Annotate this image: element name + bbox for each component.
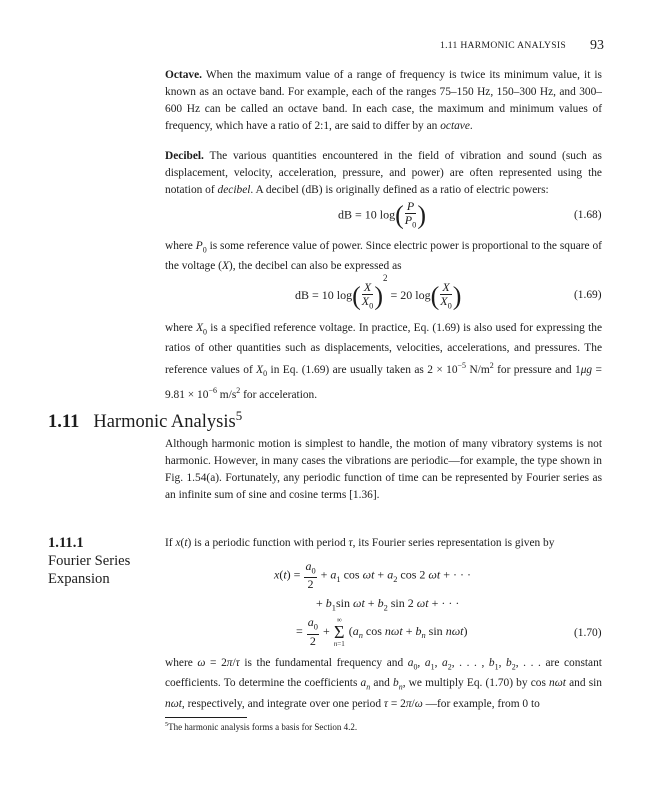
subsection-heading [48, 534, 130, 588]
equation-1-70-line2: + $b_1\sin$ $\omega t + b_2$ sin 2 ωt + · · · [316, 596, 460, 613]
footnote-number: 5 [165, 721, 169, 728]
decibel-after-1-68: where $P_0$ is some reference value of power. Since electric power is proportional to the square of the voltage (X), the decibel can also be expressed as [165, 240, 602, 273]
section-number: 1.11 [48, 412, 80, 433]
equation-1-69: dB = 10 log( $\frac{X}{X_0}$ )$^2$ = 20 log( $\frac{X}{X_0}$ ) [295, 273, 462, 311]
subsection-title-line1: Fourier Series [48, 553, 131, 569]
page-number: 93 [590, 38, 604, 53]
subsection-number: 1.11.1 [48, 535, 84, 551]
footnote-rule [165, 717, 247, 718]
equation-label-1-69: (1.69) [574, 289, 602, 301]
decibel-paragraph: Decibel. The various quantities encountered in the field of vibration and sound (such as displacement, velocity, acceleration, pressure, and power) are often represented using the notation of decibel. A decibel (dB) is originally defined as a ratio of electric powers: [165, 150, 602, 196]
section-intro: Although harmonic motion is simplest to handle, the motion of many vibratory systems is not harmonic. However, in many cases the vibrations are periodic—for example, the type shown in Fig. 1.54(a). Fortunately, any periodic function of time can be represented by Fourier series as an infinite sum of sine and cosine terms [1.36]. [165, 438, 602, 501]
octave-heading: Octave. [165, 69, 203, 81]
subsection-intro: If x(t) is a periodic function with period τ, its Fourier series representation is given by [165, 537, 555, 549]
octave-paragraph: Octave. When the maximum value of a range of frequency is twice its minimum value, it is known as an octave band. For example, each of the ranges 75–150 Hz, 150–300 Hz, and 300–600 Hz can be called an octave band. In each case, the maximum and minimum values of frequency, which have a ratio of 2:1, are said to differ by an octave. [165, 69, 602, 132]
footnote [165, 721, 357, 732]
equation-1-70-line1: x(t) = $\frac{a_0}{2}$ + $a_1$ $\cos \omega t + a_2$ cos 2 ωt + · · · [274, 559, 471, 592]
equation-label-1-70: (1.70) [574, 627, 602, 639]
decibel-after-1-69: where $X_0$ is a specified reference voltage. In practice, Eq. (1.69) is also used for expressing the ratios of other quantities such as displacements, velocities, accelerations, and pressures. The reference values of $X_0$ in Eq. (1.69) are usually taken as $2 \times 10^{-5}$ $N/m^2$ for pressure and $1\mu g = 9.81 \times 10^{-6}$ $m/s^2$ for acceleration. [165, 322, 602, 402]
octave-term: octave [440, 120, 470, 132]
footnote-mark: 5 [235, 408, 243, 423]
equation-1-68: dB = 10 log( $\frac{P}{P_0}$ ) [338, 199, 426, 230]
subsection-title-line2: Expansion [48, 571, 110, 587]
equation-1-70-line3: = $\frac{a_0}{2}$ + ∞ Σ n=1 ($a_n$ $\cos n\omega t + b_n$ sin nωt) [296, 615, 468, 648]
equation-label-1-68: (1.68) [574, 209, 602, 221]
section-heading [48, 408, 242, 433]
decibel-heading: Decibel. [165, 150, 204, 162]
footnote-text: The harmonic analysis forms a basis for Section 4.2. [168, 722, 358, 732]
subsection-after-1-70: where ω = 2π/τ is the fundamental frequency and $a_0$, $a_1$, $a_2$, . . . , $b_1$, $b_2$, . . . are constant coefficients. To determine the coefficients $a_n$ and $b_n$, we multiply Eq. (1.70) by cos nωt and sin nωt, respectively, and integrate over one period τ = 2π/ω —for example, from 0 to [165, 657, 602, 710]
section-title: Harmonic Analysis [93, 412, 236, 433]
decibel-term: decibel [217, 184, 251, 196]
running-head: 1.11 HARMONIC ANALYSIS [440, 40, 567, 51]
octave-text: When the maximum value of a range of frequency is twice its minimum value, it is known as an octave band. For example, each of the ranges 75–150 Hz, 150–300 Hz, and 300–600 Hz can be called an octave band. In each case, the maximum and minimum values of frequency, which have a ratio of 2:1, are said to differ by an [165, 69, 602, 132]
